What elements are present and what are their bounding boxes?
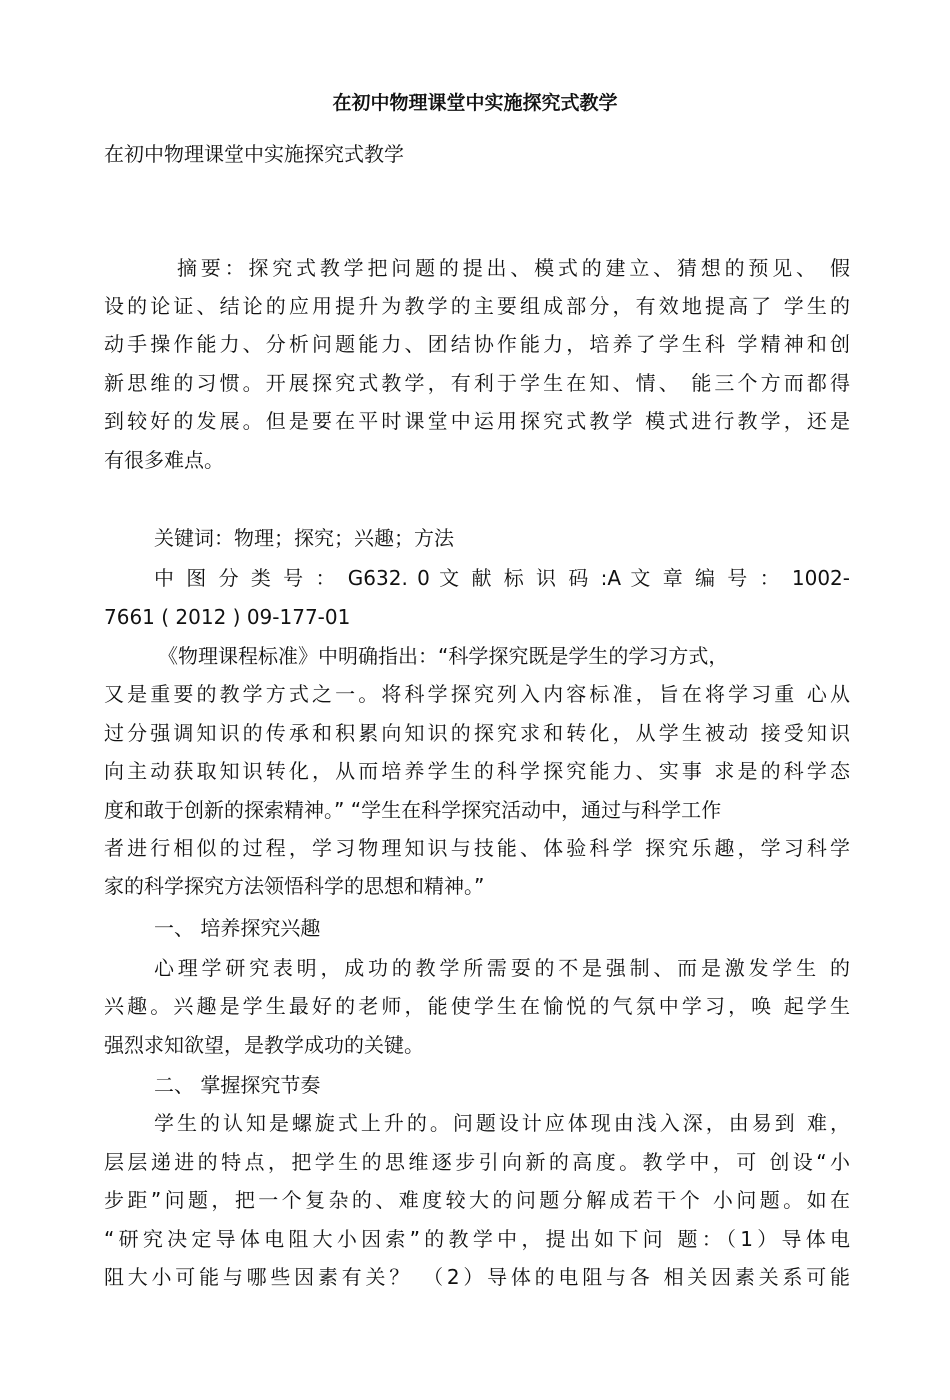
- abstract-line: 有很多难点。: [104, 448, 224, 472]
- body-line: 过分强调知识的传承和积累向知识的探究求和转化，从学生被动 接受知识: [104, 721, 850, 745]
- body-line: 层层递进的特点，把学生的思维逐步引向新的高度。教学中，可 创设“小: [104, 1150, 850, 1174]
- abstract-line: 设的论证、结论的应用提升为教学的主要组成部分，有效地提高了 学生的: [104, 294, 850, 318]
- body-line: 步距”问题，把一个复杂的、难度较大的问题分解成若干个 小问题。如在: [104, 1188, 850, 1212]
- abstract-line: 动手操作能力、分析问题能力、团结协作能力，培养了学生科 学精神和创: [104, 332, 850, 356]
- body-line: 强烈求知欲望，是教学成功的关键。: [104, 1033, 424, 1057]
- abstract-line: 新思维的习惯。开展探究式教学，有利于学生在知、情、 能三个方而都得: [104, 371, 850, 395]
- body-line: 心理学研究表明，成功的教学所需耍的不是强制、而是激发学生 的: [154, 956, 850, 980]
- body-line: 《物理课程标准》中明确指出：“科学探究既是学生的学习方式，: [158, 644, 729, 668]
- classification-line: 7661 ( 2012 ) 09-177-01: [104, 605, 351, 629]
- body-line: 者进行相似的过程，学习物理知识与技能、体验科学 探究乐趣，学习科学: [104, 836, 850, 860]
- body-line: 度和敢于创新的探索精神。” “学生在科学探究活动中，通过与科学工作: [104, 798, 722, 822]
- body-line: 家的科学探究方法领悟科学的思想和精神。”: [104, 874, 485, 898]
- body-line: 向主动获取知识转化，从而培养学生的科学探究能力、实事 求是的科学态: [104, 759, 850, 783]
- body-line: 兴趣。兴趣是学生最好的老师，能使学生在愉悦的气氛中学习，唤 起学生: [104, 994, 850, 1018]
- keywords-line: 关键词：物理；探究；兴趣；方法: [154, 526, 454, 550]
- body-line: “研究决定导体电阻大小因索”的教学中，提出如下问 题：（1）导体电: [104, 1227, 850, 1251]
- document-subtitle: 在初中物理课堂中实施探究式教学: [104, 142, 404, 166]
- body-line: 又是重要的教学方式之一。将科学探究列入内容标准，旨在将学习重 心从: [104, 682, 850, 706]
- section-heading: 一、 培养探究兴趣: [154, 916, 321, 940]
- abstract-line: 摘要：探究式教学把问题的提出、模式的建立、猜想的预见、 假: [177, 256, 850, 280]
- section-heading: 二、 掌握探究节奏: [154, 1073, 321, 1097]
- body-line: 阻大小可能与哪些因素有关？ （2）导体的电阻与各 相关因素关系可能: [104, 1265, 850, 1289]
- body-line: 学生的认知是螺旋式上升的。问题设计应体现由浅入深，由易到 难，: [154, 1111, 850, 1135]
- abstract-line: 到较好的发展。但是要在平时课堂中运用探究式教学 模式进行教学，还是: [104, 409, 850, 433]
- classification-line: 中 图 分 类 号 ： G632. 0 文 献 标 识 码 :A 文 章 编 号 ： 1002-: [154, 566, 850, 590]
- document-title: 在初中物理课堂中实施探究式教学: [332, 92, 618, 114]
